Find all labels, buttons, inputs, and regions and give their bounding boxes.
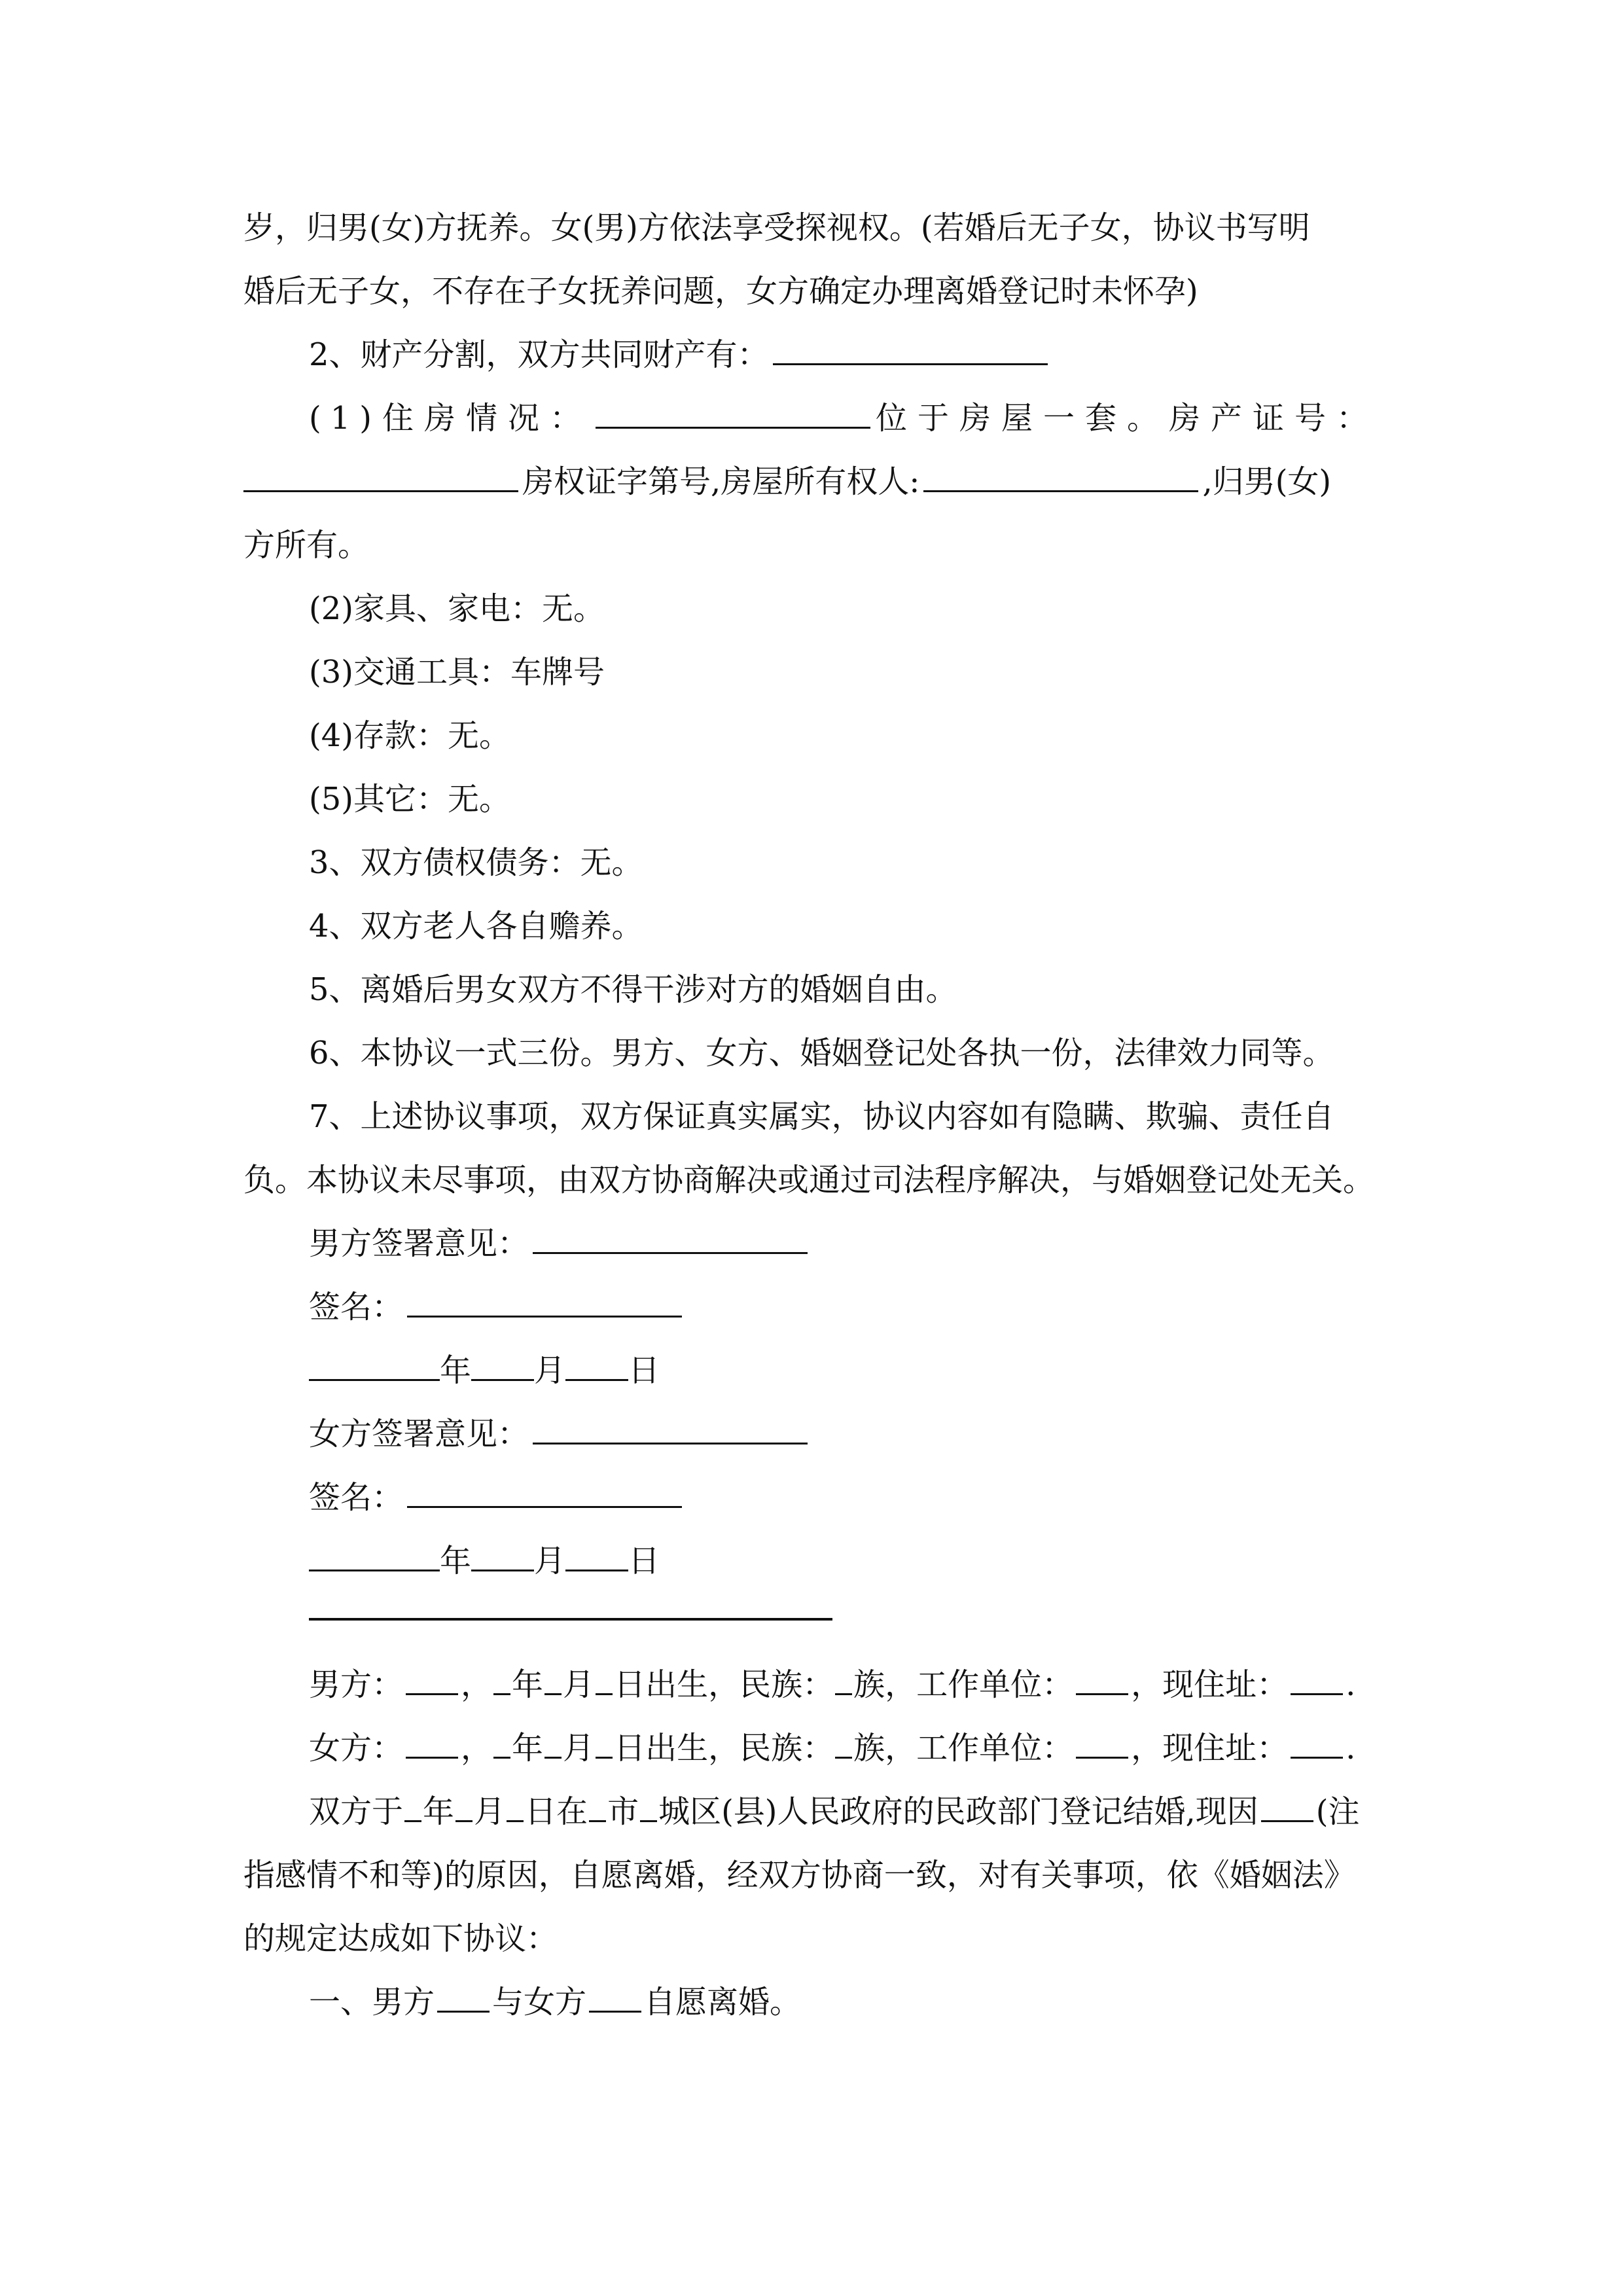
marriage-month-blank[interactable] <box>455 1794 473 1822</box>
clause-6: 6、本协议一式三份。男方、女方、婚姻登记处各执一份，法律效力同等。 <box>309 1035 1334 1071</box>
day-label: 日 <box>628 1543 660 1579</box>
female-day-blank[interactable] <box>565 1543 628 1571</box>
clause-7-line-1: 7、上述协议事项，双方保证真实属实，协议内容如有隐瞒、欺骗、责任自 <box>309 1098 1334 1135</box>
clause-7-line-2: 负。本协议未尽事项，由双方协商解决或通过司法程序解决，与婚姻登记处无关。 <box>243 1162 1375 1198</box>
year-label: 年 <box>512 1666 544 1703</box>
property-item-furniture: (2)家具、家电：无。 <box>309 590 605 627</box>
female-month-blank[interactable] <box>471 1543 534 1571</box>
custody-line-1: 岁，归男(女)方抚养。女(男)方依法享受探视权。(若婚后无子女，协议书写明 <box>243 209 1310 246</box>
male-day-blank[interactable] <box>565 1353 628 1381</box>
female-sign-label: 签名： <box>309 1479 404 1516</box>
male-birth-month-blank[interactable] <box>544 1667 562 1695</box>
female-birth-year-blank[interactable] <box>493 1731 510 1759</box>
male-name-blank[interactable] <box>406 1667 458 1695</box>
born-ethnicity-label: 日出生，民族： <box>614 1730 834 1767</box>
district-blank[interactable] <box>640 1794 657 1822</box>
female-opinion-label: 女方签署意见： <box>309 1416 529 1452</box>
month-label: 月 <box>534 1543 566 1579</box>
property-item-other: (5)其它：无。 <box>309 781 510 817</box>
comma: ， <box>461 1666 493 1703</box>
preamble-line-1 <box>243 1780 1377 1844</box>
document-page <box>243 196 1377 2034</box>
male-birth-year-blank[interactable] <box>493 1667 510 1695</box>
born-ethnicity-label: 日出生，民族： <box>614 1666 834 1703</box>
address-label: ，现住址： <box>1131 1730 1289 1767</box>
female-work-unit-blank[interactable] <box>1076 1731 1128 1759</box>
month-label: 月 <box>474 1793 506 1830</box>
work-unit-label: 族，工作单位： <box>853 1666 1074 1703</box>
housing-cert-text: 房权证字第号,房屋所有权人: <box>522 463 920 500</box>
housing-prefix: (1)住房情况： <box>309 400 592 437</box>
property-item-vehicle: (3)交通工具：车牌号 <box>309 654 605 691</box>
male-date-row <box>243 1339 1377 1403</box>
female-opinion-blank[interactable] <box>533 1416 808 1444</box>
male-birth-day-blank[interactable] <box>596 1667 613 1695</box>
clause-5: 5、离婚后男女双方不得干涉对方的婚姻自由。 <box>309 971 957 1008</box>
article-1 <box>243 1971 1377 2034</box>
year-label: 年 <box>440 1352 472 1389</box>
female-name-blank[interactable] <box>406 1731 458 1759</box>
housing-owner-suffix: ,归男(女) <box>1202 463 1332 500</box>
housing-line-1 <box>243 387 1377 450</box>
clause-4: 4、双方老人各自赡养。 <box>309 908 643 944</box>
year-label: 年 <box>512 1730 544 1767</box>
common-property-blank[interactable] <box>773 337 1048 365</box>
female-ethnicity-blank[interactable] <box>835 1731 852 1759</box>
male-name-blank[interactable] <box>437 1984 490 2013</box>
preamble-text: 市 <box>607 1793 639 1830</box>
reason-blank[interactable] <box>1261 1794 1313 1822</box>
male-opinion-label: 男方签署意见： <box>309 1225 529 1262</box>
male-party-row <box>243 1653 1377 1717</box>
property-item-savings: (4)存款：无。 <box>309 717 510 754</box>
clause-3: 3、双方债权债务：无。 <box>309 844 643 881</box>
female-party-row <box>243 1717 1377 1780</box>
preamble-line-2: 指感情不和等)的原因，自愿离婚，经双方协商一致，对有关事项，依《婚姻法》 <box>243 1857 1355 1893</box>
male-month-blank[interactable] <box>471 1353 534 1381</box>
male-work-unit-blank[interactable] <box>1076 1667 1128 1695</box>
month-label: 月 <box>563 1666 595 1703</box>
housing-location-blank[interactable] <box>596 401 870 429</box>
male-sign-label: 签名： <box>309 1289 404 1325</box>
city-blank[interactable] <box>589 1794 606 1822</box>
female-birth-day-blank[interactable] <box>596 1731 613 1759</box>
female-party-label: 女方： <box>309 1730 404 1767</box>
male-address-blank[interactable] <box>1291 1667 1343 1695</box>
male-year-blank[interactable] <box>309 1353 440 1381</box>
month-label: 月 <box>563 1730 595 1767</box>
female-address-blank[interactable] <box>1291 1731 1343 1759</box>
year-label: 年 <box>440 1543 472 1579</box>
housing-line-3: 方所有。 <box>243 527 370 564</box>
end-mark: . <box>1346 1666 1356 1703</box>
property-heading <box>243 323 1377 387</box>
male-party-label: 男方： <box>309 1666 404 1703</box>
male-opinion-row <box>243 1212 1377 1276</box>
address-label: ，现住址： <box>1131 1666 1289 1703</box>
divider-gap <box>243 1621 1377 1653</box>
end-mark: . <box>1346 1730 1356 1767</box>
female-name-blank[interactable] <box>589 1984 641 2013</box>
female-date-row <box>243 1530 1377 1593</box>
housing-mid: 位于房屋一套。房产证号： <box>874 400 1377 437</box>
property-heading-text: 2、财产分割，双方共同财产有： <box>309 336 769 373</box>
preamble-text: (注 <box>1315 1793 1360 1830</box>
preamble-line-3: 的规定达成如下协议： <box>243 1920 558 1957</box>
female-year-blank[interactable] <box>309 1543 440 1571</box>
female-sign-blank[interactable] <box>407 1480 682 1508</box>
article-1-mid: 与女方 <box>492 1984 587 2020</box>
female-birth-month-blank[interactable] <box>544 1731 562 1759</box>
female-opinion-row <box>243 1403 1377 1466</box>
housing-line-2 <box>243 450 1377 514</box>
male-sign-blank[interactable] <box>407 1289 682 1318</box>
year-label: 年 <box>423 1793 455 1830</box>
comma: ， <box>461 1730 493 1767</box>
preamble-text: 双方于 <box>309 1793 404 1830</box>
male-opinion-blank[interactable] <box>533 1226 808 1254</box>
marriage-year-blank[interactable] <box>404 1794 421 1822</box>
certificate-number-blank[interactable] <box>243 464 518 492</box>
month-label: 月 <box>534 1352 566 1389</box>
female-sign-row <box>243 1466 1377 1530</box>
custody-line-2: 婚后无子女，不存在子女抚养问题，女方确定办理离婚登记时未怀孕) <box>243 273 1198 310</box>
article-1-prefix: 一、男方 <box>309 1984 435 2020</box>
day-label: 日 <box>628 1352 660 1389</box>
marriage-day-blank[interactable] <box>507 1794 524 1822</box>
preamble-text: 日在 <box>525 1793 588 1830</box>
owner-blank[interactable] <box>923 464 1198 492</box>
male-ethnicity-blank[interactable] <box>835 1667 852 1695</box>
preamble-text: 城区(县)人民政府的民政部门登记结婚,现因 <box>658 1793 1258 1830</box>
article-1-suffix: 自愿离婚。 <box>644 1984 802 2020</box>
male-sign-row <box>243 1276 1377 1339</box>
work-unit-label: 族，工作单位： <box>853 1730 1074 1767</box>
